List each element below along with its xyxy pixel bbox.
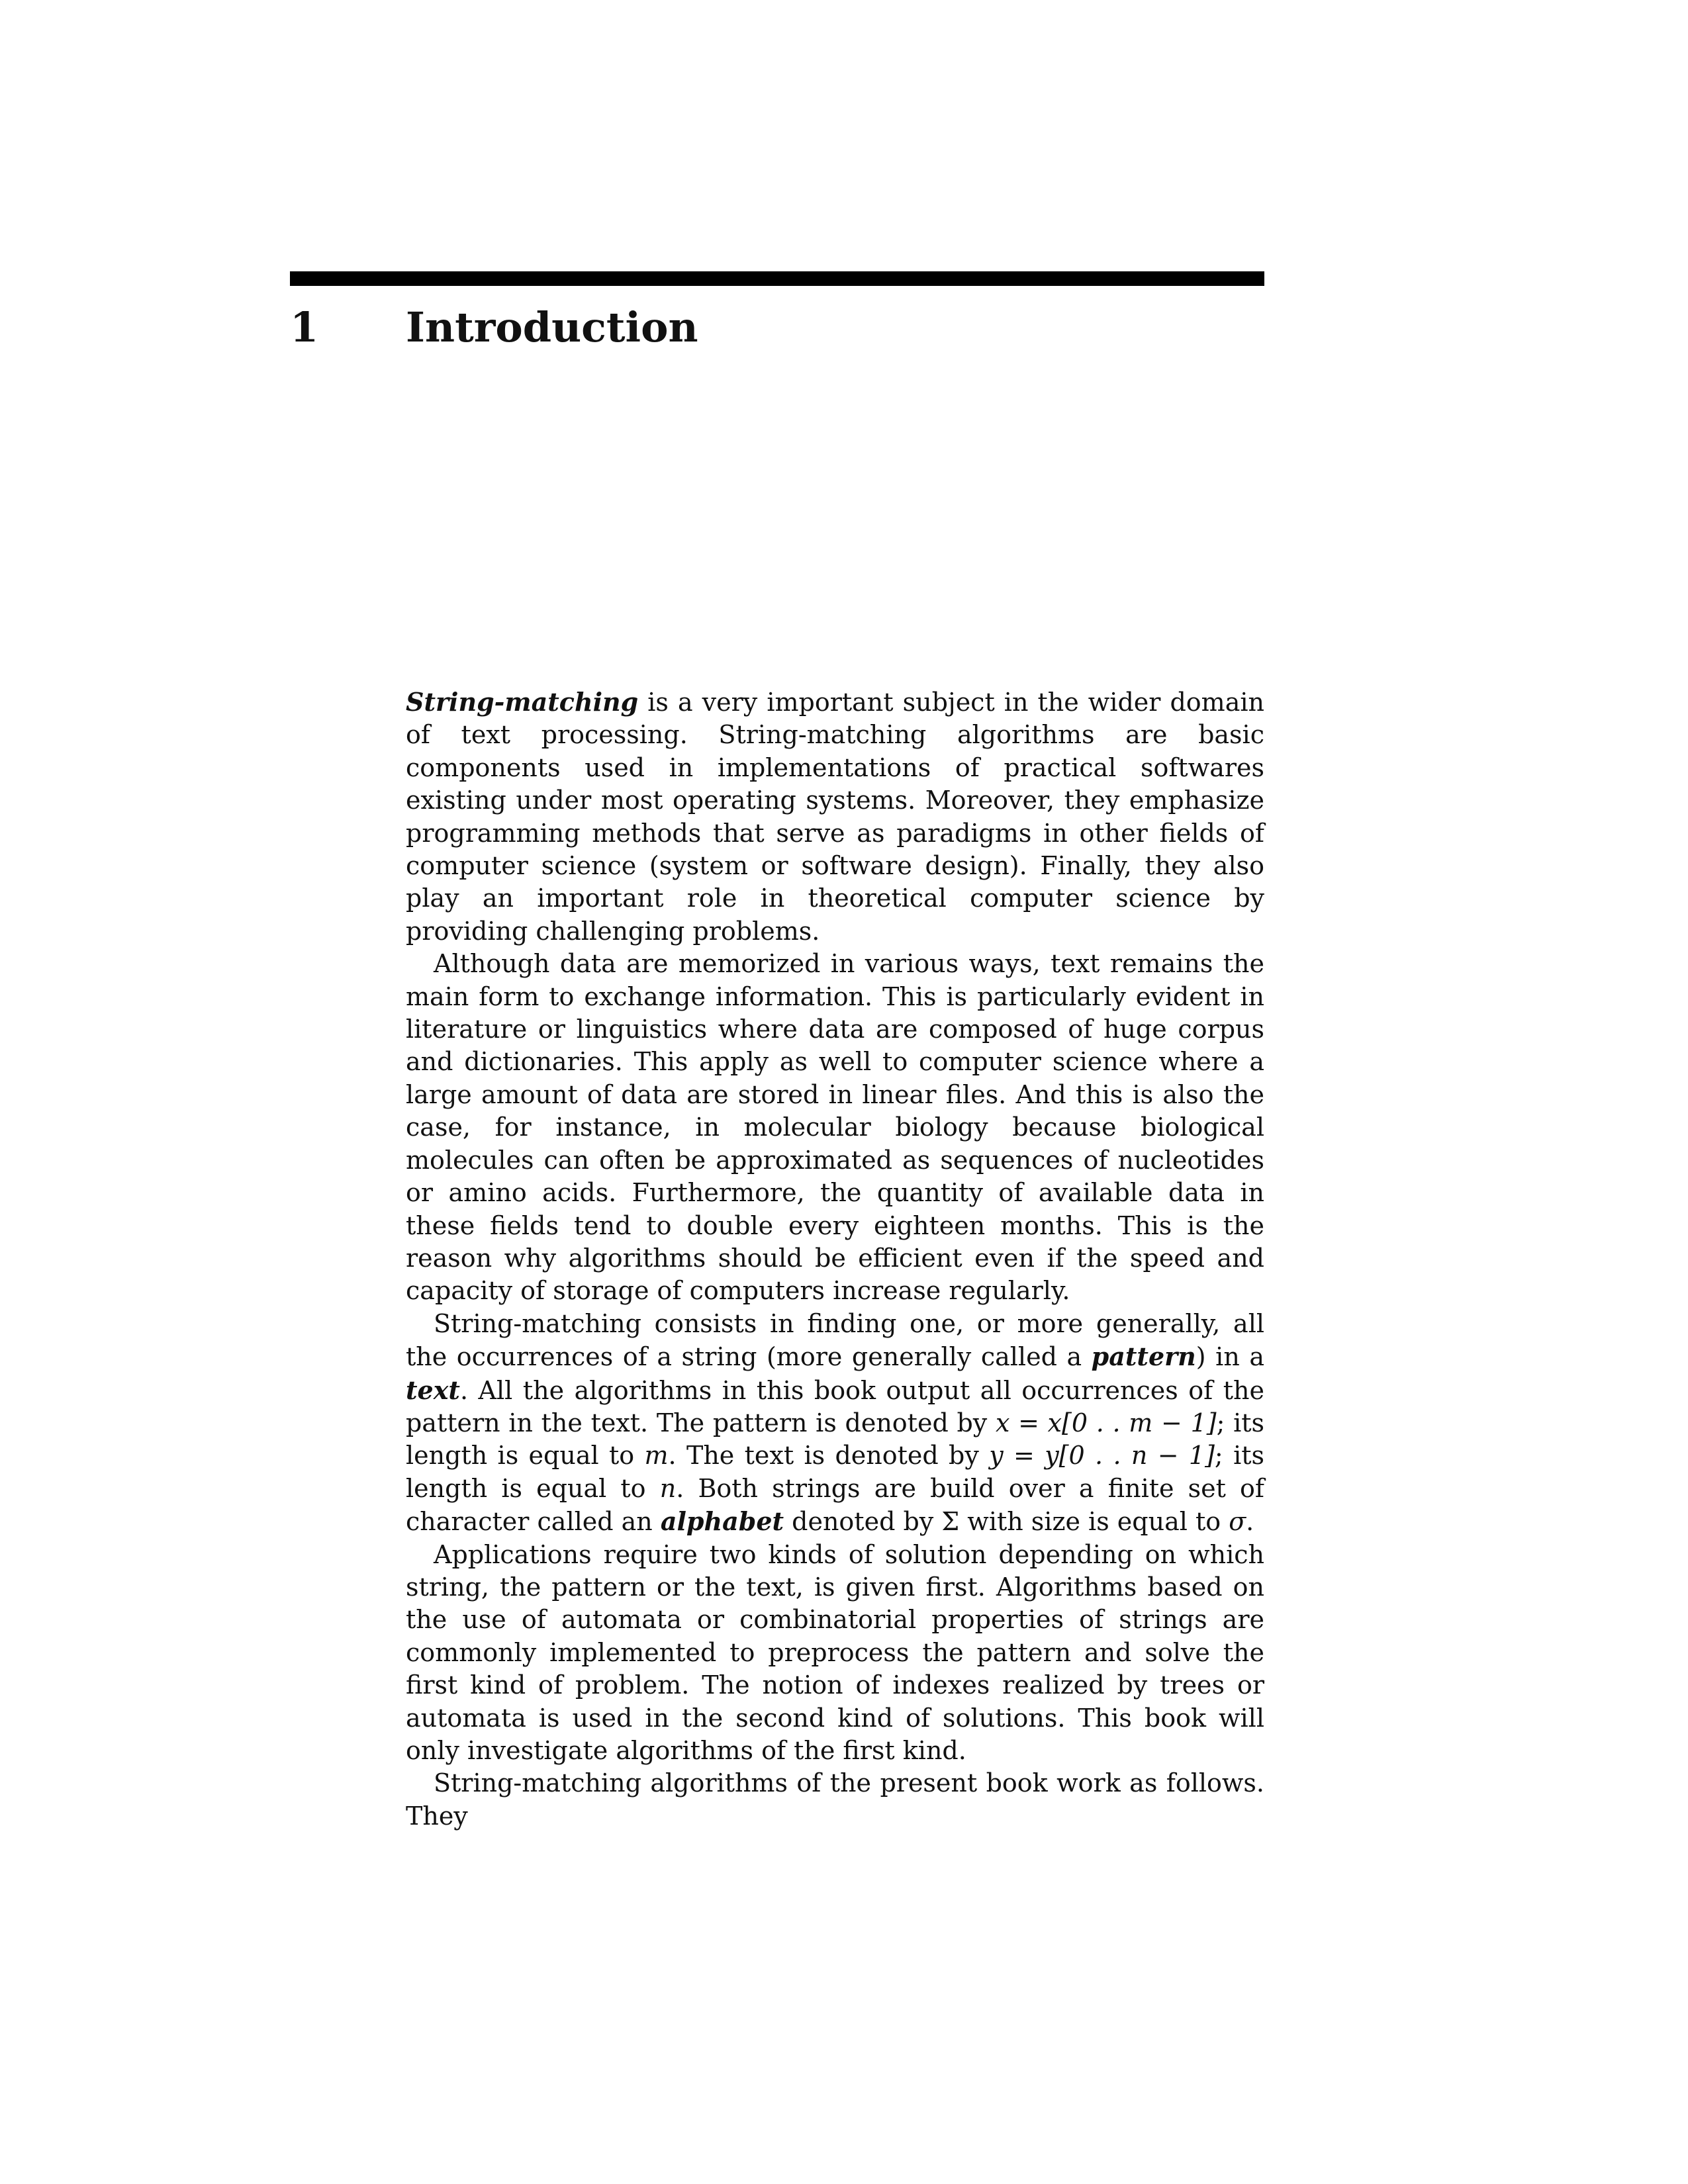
paragraph-3-text: . The text is denoted by [668, 1441, 990, 1471]
term-pattern: pattern [1091, 1342, 1196, 1372]
paragraph-3-text: ; its length is equal to [406, 1408, 1265, 1471]
math-sigma-lower: σ [1229, 1507, 1246, 1537]
term-alphabet: alphabet [660, 1506, 784, 1537]
paragraph-4: Applications require two kinds of solution depending on which string, the pattern or the text, is given first. Algorithms based on the use of automata or combinatorial properties of strings are commonly implemented to preprocess the pattern and solve the first kind of problem. The notion of indexes realized by trees or automata is used in the second kind of solutions. This book will only investigate algorithms of the first kind. [406, 1539, 1264, 1765]
body-text [406, 686, 1264, 1833]
paragraph-3-text: denoted by [784, 1507, 942, 1537]
paragraph-3-text: . Both strings are build over a finite set of character called an [406, 1473, 1264, 1537]
term-string-matching: String-matching [406, 687, 639, 717]
paragraph-3-text: with size is equal to [959, 1507, 1229, 1537]
term-text: text [406, 1375, 460, 1405]
paragraph-5: String-matching algorithms of the present book work as follows. They [406, 1768, 1264, 1831]
math-n: n [659, 1473, 677, 1503]
paragraph-1 [406, 686, 1264, 948]
math-m: m [644, 1441, 669, 1471]
chapter-title: Introduction [406, 303, 698, 351]
paragraph-3-text: ) in a [1196, 1342, 1264, 1372]
paragraph-2: Although data are memorized in various ways, text remains the main form to exchange information. This is particularly evident in literature or linguistics where data are composed of huge corpus and dictionaries. This apply as well to computer science where a large amount of data are stored in linear files. And this is also the case, for instance, in molecular biology because biological molecules can often be approximated as sequences of nucleotides or amino acids. Furthermore, the quantity of available data in these fields tend to double every eighteen months. This is the reason why algorithms should be efficient even if the speed and capacity of storage of computers increase regularly. [406, 949, 1264, 1306]
math-sigma-upper: Σ [941, 1507, 960, 1537]
paragraph-3 [406, 1308, 1264, 1539]
paragraph-3-text: ; its length is equal to [406, 1441, 1265, 1503]
paragraph-3-text: String-matching consists in finding one, or more generally, all the occurrences of a string (more generally called a [406, 1308, 1264, 1372]
chapter-top-rule [290, 271, 1264, 286]
math-y-definition: y = y[0 . . n − 1] [989, 1441, 1215, 1471]
paragraph-3-text: . [1246, 1507, 1254, 1537]
paragraph-1-text: is a very important subject in the wider domain of text processing. String-matching algorithms are basic components used in implementations of practical softwares existing under most operating systems. Moreover, they emphasize programming methods that serve as paradigms in other fields of computer science (system or software design). Finally, they also play an important role in theoretical computer science by providing challenging problems. [406, 688, 1264, 946]
chapter-number: 1 [290, 303, 319, 351]
math-x-definition: x = x[0 . . m − 1] [995, 1408, 1217, 1437]
paragraph-3-text: . All the algorithms in this book output all occurrences of the pattern in the text. The pattern is denoted by [406, 1375, 1264, 1437]
